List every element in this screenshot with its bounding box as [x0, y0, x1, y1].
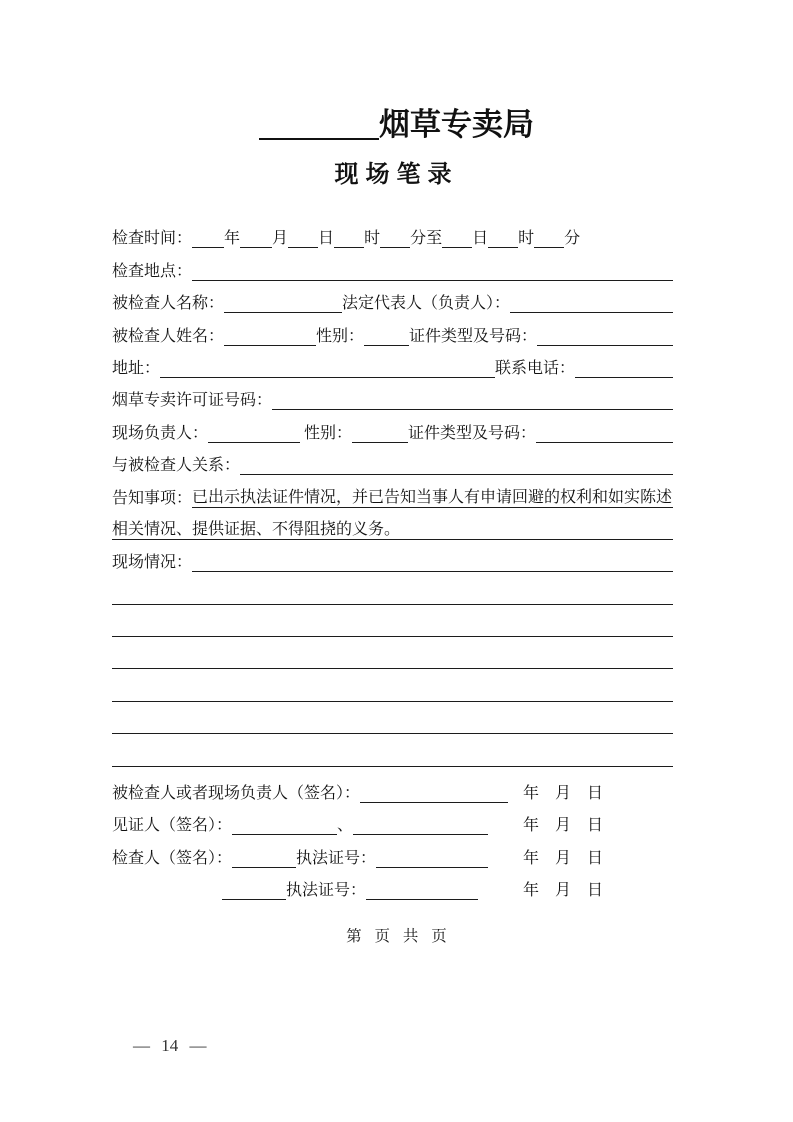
- field-label: 检查人（签名）：: [112, 849, 233, 867]
- writing-line: [112, 649, 673, 669]
- writing-line: [112, 747, 673, 767]
- field-label: 性别：: [316, 327, 365, 345]
- minute-blank: [380, 228, 410, 248]
- manager-name-blank: [208, 423, 300, 443]
- document-subtitle: 现场笔录: [334, 161, 459, 188]
- inspected-entity-row: [112, 281, 673, 313]
- license-number-blank: [272, 390, 673, 410]
- field-label: 、: [337, 817, 354, 835]
- field-label: 烟草专卖许可证号码：: [112, 392, 273, 410]
- site-manager-row: [112, 410, 673, 442]
- field-label: 年: [224, 230, 241, 248]
- enforcement-id-blank: [366, 880, 478, 900]
- notice-underlined-text-1: 已出示执法证件情况，并已告知当事人有申请回避的权利和如实陈述: [192, 484, 673, 508]
- field-label: 时: [364, 230, 381, 248]
- field-label: 性别：: [300, 424, 353, 442]
- relationship-row: [112, 443, 673, 475]
- field-label: 证件类型及号码：: [408, 424, 537, 442]
- notice-row-1: [112, 475, 673, 507]
- page-footer-label: 第 页 共 页: [346, 928, 447, 946]
- address-row: [112, 346, 673, 378]
- inspected-name-blank: [224, 293, 342, 313]
- field-label: 地址：: [112, 359, 161, 377]
- witness-signature-blank-1: [232, 815, 337, 835]
- field-label: 法定代表人（负责人）：: [342, 295, 511, 313]
- enforcement-id-blank: [376, 848, 488, 868]
- ruled-line-row: [112, 702, 673, 734]
- date-year-month-day: 年 月 日: [522, 785, 603, 803]
- field-label: 现场情况：: [112, 554, 193, 572]
- inspection-place-blank: [192, 261, 673, 281]
- end-day-blank: [442, 228, 472, 248]
- inspection-time-row: [112, 216, 673, 248]
- writing-line: [112, 585, 673, 605]
- legal-representative-blank: [510, 293, 673, 313]
- witness-signature-blank-2: [353, 815, 488, 835]
- field-label: 联系电话：: [494, 359, 575, 377]
- field-label: 时: [518, 230, 535, 248]
- field-label: 检查地点：: [112, 262, 193, 280]
- id-type-number-blank: [537, 326, 673, 346]
- field-label: 执法证号：: [296, 849, 377, 867]
- field-label: 证件类型及号码：: [409, 327, 538, 345]
- field-label: 被检查人姓名：: [112, 327, 225, 345]
- signature-inspector-row-2: [112, 868, 673, 900]
- writing-line: [112, 714, 673, 734]
- ruled-line-row: [112, 637, 673, 669]
- day-blank: [288, 228, 318, 248]
- scene-situation-blank: [192, 552, 673, 572]
- field-label: 执法证号：: [286, 882, 367, 900]
- indent-spacer: [112, 899, 222, 900]
- notice-row-2: [112, 508, 673, 540]
- end-hour-blank: [488, 228, 518, 248]
- signature-witness-row: [112, 803, 673, 835]
- field-label: 见证人（签名）：: [112, 817, 233, 835]
- gender-blank: [364, 326, 409, 346]
- date-year-month-day: 年 月 日: [522, 882, 603, 900]
- writing-line: [112, 617, 673, 637]
- inspector-signature-blank: [232, 848, 296, 868]
- field-label: 被检查人或者现场负责人（签名）：: [112, 785, 361, 803]
- address-blank: [160, 358, 495, 378]
- hour-blank: [334, 228, 364, 248]
- document-title: [0, 0, 793, 146]
- end-minute-blank: [534, 228, 564, 248]
- title-text: 烟草专卖局: [379, 107, 534, 142]
- field-label: 告知事项：: [112, 489, 193, 507]
- scene-situation-row: [112, 540, 673, 572]
- field-label: 检查时间：: [112, 230, 193, 248]
- field-label: 与被检查人关系：: [112, 457, 241, 475]
- inspection-place-row: [112, 248, 673, 280]
- tobacco-license-row: [112, 378, 673, 410]
- field-label: 日: [318, 230, 335, 248]
- field-label: 分至: [410, 230, 443, 248]
- field-label: 现场负责人：: [112, 424, 209, 442]
- relationship-blank: [240, 455, 673, 475]
- ruled-line-row: [112, 605, 673, 637]
- field-label: 被检查人名称：: [112, 295, 225, 313]
- notice-underlined-text-2: 相关情况、提供证据、不得阻挠的义务。: [112, 516, 400, 540]
- ruled-line-row: [112, 734, 673, 766]
- notice-trailing-line: [400, 520, 673, 540]
- date-year-month-day: 年 月 日: [522, 849, 603, 867]
- field-label: 月: [272, 230, 289, 248]
- person-name-blank: [224, 326, 316, 346]
- field-label: 分: [564, 230, 581, 248]
- ruled-line-row: [112, 572, 673, 604]
- writing-line: [112, 682, 673, 702]
- signature-inspector-row-1: [112, 835, 673, 867]
- year-blank: [192, 228, 224, 248]
- title-blank-line: [259, 138, 379, 140]
- manager-gender-blank: [352, 423, 408, 443]
- page-number: — 14 —: [133, 1036, 207, 1055]
- form-body: [112, 216, 673, 900]
- inspected-signature-blank: [360, 783, 508, 803]
- date-year-month-day: 年 月 日: [522, 817, 603, 835]
- ruled-line-row: [112, 669, 673, 701]
- phone-blank: [575, 358, 673, 378]
- manager-id-blank: [536, 423, 673, 443]
- signature-inspected-row: [112, 771, 673, 803]
- field-label: 日: [472, 230, 489, 248]
- month-blank: [240, 228, 272, 248]
- inspected-person-row: [112, 313, 673, 345]
- inspector-signature-blank: [222, 880, 286, 900]
